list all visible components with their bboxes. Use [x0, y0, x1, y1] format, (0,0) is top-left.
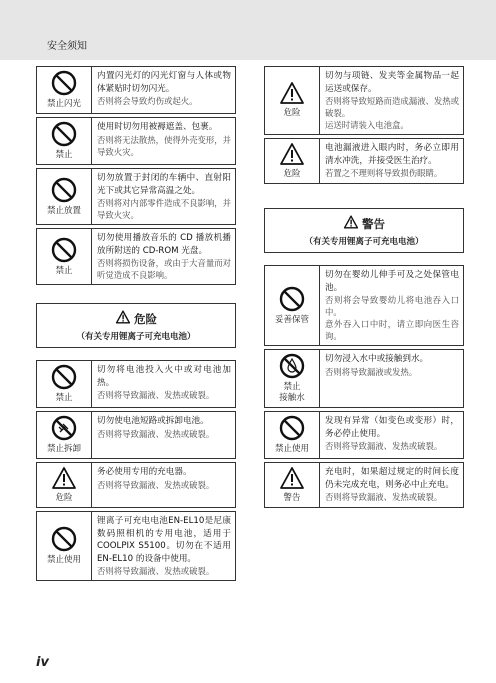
- prohibited-icon: [51, 177, 77, 203]
- icon-cell: [37, 361, 92, 407]
- icon-label: 禁止闪光: [46, 99, 81, 109]
- safety-row: [264, 66, 464, 135]
- section-subtitle: （有关专用锂离子可充电电池）: [304, 237, 424, 248]
- text-cell: [92, 118, 235, 164]
- warning-text: 切勿使用播放音乐的 CD 播放机播放所附送的 CD-ROM 光盘。: [97, 233, 231, 256]
- safety-row: [36, 462, 236, 508]
- consequence-text: 否则将导致漏液、发热或破裂。: [97, 479, 215, 490]
- icon-label: 禁止放置: [46, 205, 81, 216]
- text-cell: [320, 412, 463, 458]
- text-cell: [92, 169, 235, 224]
- warning-text: 内置闪光灯的闪光灯窗与人体或物体紧贴时切勿闪光。: [97, 71, 231, 94]
- text-cell: [92, 412, 235, 458]
- warning-text: 切勿放置于封闭的车辆中、直射阳光下或其它异常高温之处。: [97, 173, 231, 196]
- safety-row: [36, 511, 236, 581]
- warning-triangle-icon: [51, 466, 77, 490]
- right-column: [264, 66, 464, 511]
- section-title: 警告: [362, 216, 385, 231]
- prohibited-icon: [51, 70, 77, 96]
- consequence-text: 否则将导致漏液、发热或破裂。: [97, 390, 215, 401]
- icon-cell: [265, 266, 320, 345]
- warning-text: 切勿与项链、发夹等金属物品一起运送或保存。: [325, 71, 459, 94]
- icon-cell: [265, 412, 320, 458]
- consequence-text: 否则将对内部零件造成不良影响，并导致火灾。: [97, 198, 231, 221]
- no-water-icon: [279, 353, 305, 379]
- text-cell: [320, 350, 463, 407]
- safety-row: [264, 349, 464, 408]
- page-header: [0, 0, 496, 60]
- icon-label: 危险: [283, 108, 301, 119]
- icon-label: 禁止: [55, 265, 73, 276]
- icon-cell: [265, 67, 320, 134]
- consequence-text: 否则将导致短路而造成漏液、发热或破裂。: [325, 96, 459, 118]
- text-cell: [320, 463, 463, 507]
- consequence-text: 否则将会导致婴幼儿将电池吞入口中。: [325, 295, 459, 318]
- icon-label: 禁止: [55, 150, 73, 161]
- icon-cell: [37, 229, 92, 284]
- safety-row: [36, 168, 236, 225]
- icon-cell: [37, 412, 92, 458]
- consequence-text: 若置之不理则将导致损伤眼睛。: [325, 168, 443, 178]
- consequence-text: 否则将导致漏液、发热或破裂。: [325, 441, 443, 452]
- text-cell: [92, 463, 235, 507]
- icon-cell: [37, 512, 92, 580]
- icon-label: 禁止拆卸: [46, 444, 81, 455]
- consequence-text: 否则将导致漏液、发热或破裂。: [97, 428, 215, 439]
- warning-text: 电池漏液进入眼内时，务必立即用清水冲洗，并接受医生治疗。: [325, 143, 459, 166]
- safety-row: [264, 138, 464, 184]
- text-cell: [320, 266, 463, 345]
- warning-triangle-icon: [279, 81, 305, 105]
- warning-triangle-icon: [279, 466, 305, 490]
- safety-row: [36, 228, 236, 285]
- text-cell: [320, 67, 463, 134]
- icon-cell: [37, 67, 92, 113]
- prohibited-icon: [51, 121, 77, 147]
- no-disassembly-icon: [51, 415, 77, 441]
- prohibited-icon: [51, 526, 77, 552]
- text-cell: [92, 67, 235, 113]
- text-cell: [92, 512, 235, 580]
- icon-cell: [37, 118, 92, 164]
- prohibited-icon: [51, 364, 77, 390]
- safety-row: [264, 411, 464, 459]
- prohibited-icon: [279, 286, 305, 312]
- warning-triangle-icon: [115, 310, 131, 327]
- safety-row: [36, 117, 236, 165]
- section-subtitle: （有关专用锂离子可充电电池）: [76, 332, 196, 343]
- consequence-text: 否则将损伤设备，或由于大音量而对听觉造成不良影响。: [97, 258, 231, 281]
- prohibited-icon: [51, 237, 77, 263]
- icon-label: 警告: [283, 493, 301, 504]
- icon-label: 禁止: [55, 393, 73, 404]
- icon-label: 禁止 接触水: [279, 382, 305, 404]
- icon-label: 妥善保管: [274, 314, 309, 325]
- consequence-text: 否则将导致漏液、发热或破裂。: [325, 492, 443, 503]
- icon-label: 禁止使用: [274, 444, 309, 455]
- consequence-text: 运送时请装入电池盒。: [325, 120, 409, 130]
- section-title: 危险: [134, 311, 157, 326]
- icon-cell: [265, 139, 320, 183]
- page-number: iv: [36, 655, 49, 670]
- warning-triangle-icon: [343, 215, 359, 232]
- icon-label: 危险: [55, 493, 73, 504]
- warning-triangle-icon: [279, 142, 305, 166]
- warning-text: 切勿在婴幼儿伸手可及之处保管电池。: [325, 270, 459, 293]
- safety-row: [264, 265, 464, 346]
- warning-text: 切勿使电池短路或拆卸电池。: [97, 416, 209, 427]
- consequence-text: 否则将导致漏液、发热或破裂。: [97, 566, 215, 577]
- text-cell: [92, 229, 235, 284]
- icon-label: 禁止使用: [46, 555, 81, 566]
- section-heading: [36, 303, 236, 348]
- safety-row: [36, 411, 236, 459]
- warning-text: 发现有异常（如变色或变形）时，务必停止使用。: [325, 416, 459, 439]
- consequence-text: 意外吞入口中时，请立即向医生咨询。: [325, 319, 459, 342]
- section-heading: [264, 208, 464, 253]
- safety-row: [264, 462, 464, 508]
- prohibited-icon: [279, 415, 305, 441]
- left-column: [36, 66, 236, 584]
- header-title: 安全须知: [47, 41, 87, 52]
- warning-text: 使用时切勿用被褥遮盖、包裹。: [97, 122, 218, 133]
- warning-text: 锂离子可充电电池EN-EL10是尼康数码照相机的专用电池，适用于 COOLPIX S5100。切勿在不适用 EN-EL10 的设备中使用。: [97, 516, 231, 564]
- text-cell: [320, 139, 463, 183]
- safety-row: [36, 66, 236, 114]
- warning-text: 充电时，如果超过规定的时间长度仍未完成充电，则务必中止充电。: [325, 467, 459, 490]
- safety-row: [36, 360, 236, 408]
- text-cell: [92, 361, 235, 407]
- warning-text: 切勿将电池投入火中或对电池加热。: [97, 365, 231, 388]
- warning-text: 切勿浸入水中或接触到水。: [325, 354, 429, 365]
- icon-cell: [37, 463, 92, 507]
- icon-cell: [37, 169, 92, 224]
- consequence-text: 否则将导致漏液或发热。: [325, 366, 418, 377]
- consequence-text: 否则将无法散热，使得外壳变形，并导致火灾。: [97, 134, 231, 157]
- icon-cell: [265, 350, 320, 407]
- consequence-text: 否则将会导致灼伤或起火。: [97, 96, 198, 106]
- icon-cell: [265, 463, 320, 507]
- icon-label: 危险: [283, 169, 301, 179]
- warning-text: 务必使用专用的充电器。: [97, 467, 192, 478]
